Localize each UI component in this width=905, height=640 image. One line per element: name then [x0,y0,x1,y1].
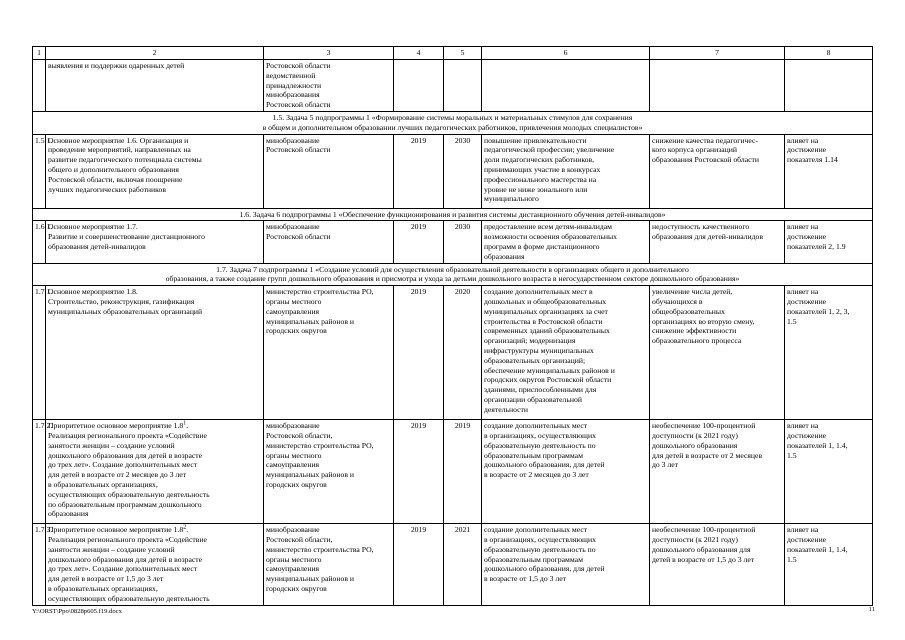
activity-name-cell [46,420,264,524]
expected-result-cell: создание дополнительных мест в организациях, осуществляющих образовательную деятельность по образовательным программам дошкольного образования, для детей в возрасте от 1,5 до 3 лет [482,524,650,606]
end-year: 2030 [444,134,482,208]
expected-result-cell: создание дополнительных мест в организациях, осуществляющих образовательную деятельность по образовательным программам дошкольного образования, для детей в возрасте от 2 месяцев до 3 лет [482,420,650,524]
end-year: 2020 [444,286,482,420]
title-punctuation: . [186,421,189,431]
row-number: 1.7.3. [33,524,46,606]
page-number: 11 [868,606,875,613]
start-year: 2019 [394,134,444,208]
header-cell: 6 [482,47,650,60]
table-row [33,420,873,524]
activity-name-cell: Основное мероприятие 1.6. Организация и проведение мероприятий, направленных на развитие педагогического потенциала системы общего и дополнительного образования Ростовской области, включая поощрение лучших педагогических работников [46,134,264,208]
task-heading: 1.6. Задача 6 подпрограммы 1 «Обеспечение функционирования и развития системы дистанционного обучения детей-инвалидов» [33,208,873,221]
task-heading: 1.7. Задача 7 подпрограммы 1 «Создание условий для осуществления образовательной деятельности в организациях общего и дополнительного образования, а также создание групп дошкольного образования и присмотра и ухода за детьми дошкольного возраста в негосударственном секторе дошкольного образования» [33,263,873,286]
activity-description: Реализация регионального проекта «Содействие занятости женщин – создание условий дошкольного образования для детей в возрасте до трех лет». Создание дополнительных мест для детей в возрасте от 1,5 до 3 лет в образовательных организациях, осуществляющих образовательную деятельность [48,534,210,603]
consequence-cell: необеспечение 100-процентной доступности (к 2021 году) дошкольного образования для детей в возрасте от 2 месяцев до 3 лет [650,420,785,524]
empty-cell [482,60,650,112]
table-row [33,221,873,263]
expected-result-cell: повышение привлекательности педагогической профессии; увеличение доли педагогических работников, принимающих участие в конкурсах профессионального мастерства на уровне не ниже зонального или муниципального [482,134,650,208]
task-row [33,208,873,221]
start-year: 2019 [394,286,444,420]
expected-result-cell: создание дополнительных мест в дошкольных и общеобразовательных муниципальных организациях за счет строительства в Ростовской области современных зданий образовательных организаций; модернизация инфраструктуры муниципальных образовательных организаций; обеспечение муниципальных районов и городских округов Ростовской области зданиями, приспособленными для организации образовательной деятельности [482,286,650,420]
header-cell: 2 [46,47,264,60]
indicator-link-cell: влияет на достижение показателей 1, 2, 3, 1.5 [785,286,873,420]
header-cell: 1 [33,47,46,60]
title-punctuation: . [186,525,189,535]
task-heading: 1.5. Задача 5 подпрограммы 1 «Формирование системы моральных и материальных стимулов для сохранения в общем и дополнительном образовании лучших педагогических работников, привлечения молодых специалистов» [33,111,873,134]
row-number: 1.5.1. [33,134,46,208]
start-year: 2019 [394,524,444,606]
end-year: 2030 [444,221,482,263]
activity-description: Реализация регионального проекта «Содействие занятости женщин – создание условий дошкольного образования для детей в возрасте до трех лет». Создание дополнительных мест для детей в возрасте от 2 месяцев до 3 лет в образовательных организациях, осуществляющих образовательную деятельность по образовательным программам дошкольного образования [48,430,210,519]
activity-title: Приоритетное основное мероприятие 1.8 [48,525,184,535]
indicator-link-cell: влияет на достижение показателей 1, 1.4, 1.5 [785,524,873,606]
activity-name-cell [46,524,264,606]
row-number: 1.7.1. [33,286,46,420]
row-number: 1.7.2. [33,420,46,524]
activity-title: Приоритетное основное мероприятие 1.8 [48,421,184,431]
activity-name-cell: Основное мероприятие 1.8. Строительство, реконструкция, газификация муниципальных образовательных организаций [46,286,264,420]
document-file-path: Y:\ORST\Ppo\0828p605.f19.docx [32,608,122,615]
header-row [33,47,873,60]
executor-cell: минобразование Ростовской области, министерство строительства РО, органы местного самоуправления муниципальных районов и городских округов [264,524,394,606]
executor-cell: минобразование Ростовской области [264,221,394,263]
activity-name-cell: Основное мероприятие 1.7. Развитие и совершенствование дистанционного образования детей-инвалидов [46,221,264,263]
indicator-link-cell: влияет на достижение показателя 1.14 [785,134,873,208]
footnote-mark: 1 [183,420,187,427]
indicator-link-cell: влияет на достижение показателей 1, 1.4, 1.5 [785,420,873,524]
end-year: 2019 [444,420,482,524]
empty-cell [394,60,444,112]
indicator-link-cell: влияет на достижение показателей 2, 1.9 [785,221,873,263]
table-row [33,286,873,420]
header-cell: 5 [444,47,482,60]
executor-cell: министерство строительства РО, органы местного самоуправления муниципальных районов и городских округов [264,286,394,420]
expected-result-cell: предоставление всем детям-инвалидам возможности освоения образовательных программ в форме дистанционного образования [482,221,650,263]
header-cell: 8 [785,47,873,60]
table-row [33,524,873,606]
end-year: 2021 [444,524,482,606]
continuation-row [33,60,873,112]
consequence-cell: недоступность качественного образования для детей-инвалидов [650,221,785,263]
task-row [33,111,873,134]
document-page [32,46,872,606]
empty-cell [785,60,873,112]
header-cell: 7 [650,47,785,60]
row-number: 1.6.1. [33,221,46,263]
program-activities-table [32,46,873,606]
consequence-cell: снижение качества педагогичес- кого корпуса организаций образования Ростовской области [650,134,785,208]
consequence-cell: необеспечение 100-процентной доступности (к 2021 году) дошкольного образования для детей в возрасте от 1,5 до 3 лет [650,524,785,606]
consequence-cell: увеличение числа детей, обучающихся в общеобразовательных организациях во вторую смену, снижение эффективности образовательного процесса [650,286,785,420]
executor-cell: Ростовской области ведомственной принадлежности минобразования Ростовской области [264,60,394,112]
executor-cell: минобразование Ростовской области, министерство строительства РО, органы местного самоуправления муниципальных районов и городских округов [264,420,394,524]
empty-cell [444,60,482,112]
footnote-mark: 2 [183,524,187,531]
empty-cell [33,60,46,112]
start-year: 2019 [394,420,444,524]
header-cell: 3 [264,47,394,60]
header-cell: 4 [394,47,444,60]
activity-name-cell: выявления и поддержки одаренных детей [46,60,264,112]
empty-cell [650,60,785,112]
executor-cell: минобразование Ростовской области [264,134,394,208]
task-row [33,263,873,286]
table-row [33,134,873,208]
start-year: 2019 [394,221,444,263]
